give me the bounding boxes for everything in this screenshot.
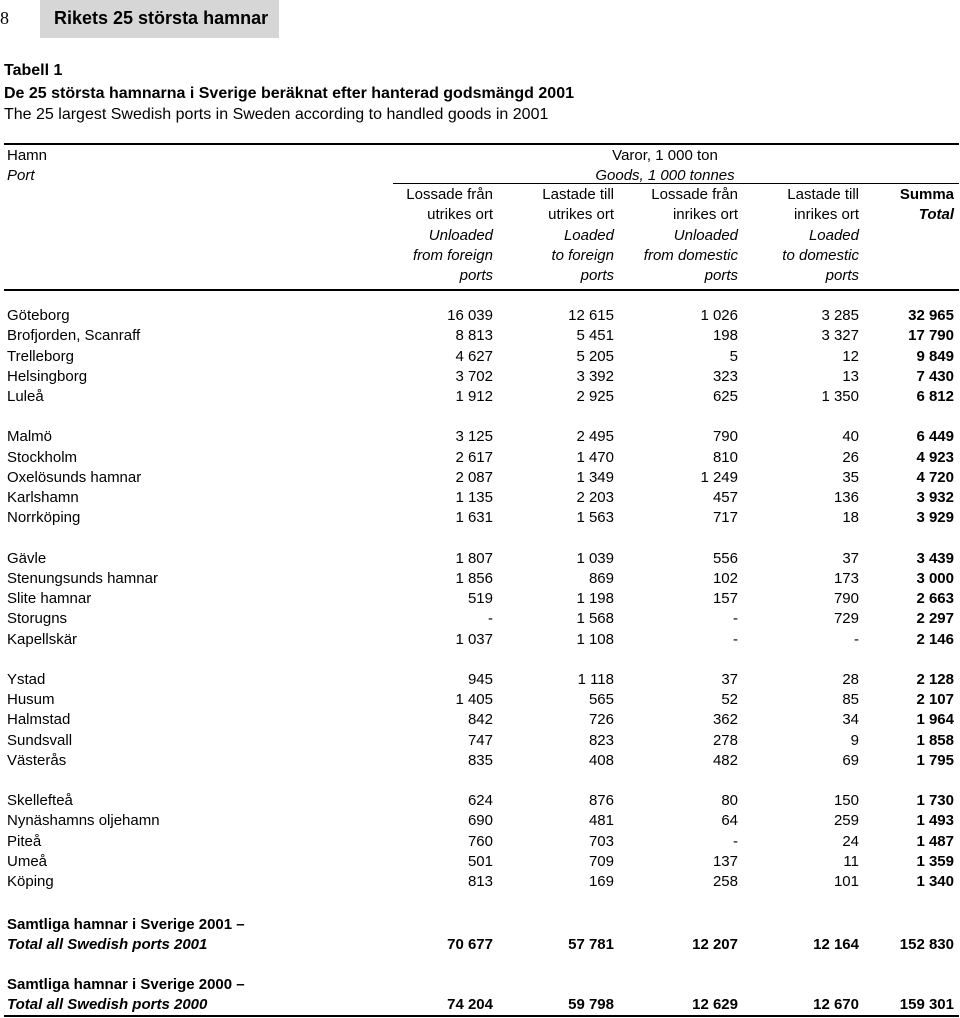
column-header-sv1: Lossade från [406, 186, 493, 203]
value-loaded-domestic: 101 [833, 873, 859, 891]
total-label-en: Total all Swedish ports 2000 [7, 996, 208, 1013]
port-name: Västerås [7, 751, 67, 769]
value-unloaded-domestic: 556 [712, 549, 738, 567]
value-total: 17 790 [908, 327, 954, 345]
value-unloaded-domestic: 258 [712, 873, 738, 891]
value-total: 7 430 [916, 367, 954, 385]
value-unloaded-foreign: 945 [467, 670, 493, 688]
value-loaded-foreign: 1 349 [576, 468, 614, 486]
value-loaded-foreign: 1 563 [576, 509, 614, 527]
value-total: 2 128 [916, 670, 954, 688]
value-unloaded-foreign: 1 405 [455, 691, 493, 709]
value-loaded-foreign: 169 [588, 873, 614, 891]
value-unloaded-domestic: 717 [712, 509, 738, 527]
table-title-english: The 25 largest Swedish ports in Sweden according to handled goods in 2001 [4, 106, 549, 123]
column-header-en1: Unloaded [428, 226, 493, 244]
value-total: 4 923 [916, 448, 954, 466]
value-loaded-foreign: 565 [588, 691, 614, 709]
value-unloaded-foreign: 624 [467, 792, 493, 810]
value-loaded-domestic: 3 285 [821, 307, 859, 324]
value-total: 2 146 [916, 630, 954, 648]
column-header-en2: to domestic [782, 246, 859, 264]
total-value: 74 204 [447, 996, 493, 1013]
value-loaded-foreign: 5 205 [576, 347, 614, 365]
table-row [0, 610, 960, 630]
port-name: Stockholm [7, 448, 78, 466]
value-loaded-foreign: 1 568 [576, 610, 614, 628]
value-loaded-foreign: 481 [588, 812, 614, 830]
table-row [0, 570, 960, 590]
value-loaded-domestic: 3 327 [821, 327, 859, 345]
port-name: Malmö [7, 428, 53, 446]
column-header-en3: ports [704, 267, 738, 285]
value-loaded-foreign: 869 [588, 569, 614, 587]
value-loaded-foreign: 1 039 [576, 549, 614, 567]
column-header-sv2: utrikes ort [427, 206, 493, 224]
total-label-sv: Samtliga hamnar i Sverige 2000 – [7, 976, 245, 993]
port-name: Umeå [7, 852, 48, 870]
table-row [0, 873, 960, 893]
port-name: Helsingborg [7, 367, 88, 385]
value-unloaded-domestic: 362 [712, 711, 738, 729]
value-total: 9 849 [916, 347, 954, 365]
value-loaded-domestic: 12 [842, 347, 859, 365]
value-unloaded-domestic: 5 [729, 347, 738, 365]
value-unloaded-foreign: 1 037 [455, 630, 493, 648]
value-loaded-domestic: 150 [833, 792, 859, 810]
value-unloaded-foreign: 1 807 [455, 549, 493, 567]
table-row [0, 812, 960, 832]
column-header-sv1: Lastade till [787, 186, 859, 203]
value-unloaded-foreign: 842 [467, 711, 493, 729]
value-loaded-domestic: 37 [842, 549, 859, 567]
value-unloaded-domestic: 80 [721, 792, 738, 810]
value-unloaded-domestic: 102 [712, 569, 738, 587]
port-name: Oxelösunds hamnar [7, 468, 142, 486]
value-unloaded-domestic: 64 [721, 812, 738, 830]
value-unloaded-foreign: 519 [467, 590, 493, 608]
port-name: Trelleborg [7, 347, 74, 365]
value-loaded-domestic: 18 [842, 509, 859, 527]
column-header-total [900, 185, 954, 226]
table-row [0, 711, 960, 731]
column-header-sv2: inrikes ort [672, 206, 738, 224]
value-total: 2 107 [916, 691, 954, 709]
value-unloaded-foreign: 760 [467, 832, 493, 850]
port-name: Gävle [7, 549, 47, 567]
table-row [0, 469, 960, 489]
value-loaded-foreign: 5 451 [576, 327, 614, 345]
value-total: 4 720 [916, 468, 954, 486]
value-total: 1 730 [916, 792, 954, 810]
goods-group-header-sv: Varor, 1 000 ton [612, 147, 718, 164]
column-header-en2: from foreign [412, 246, 493, 264]
value-total: 3 000 [916, 569, 954, 587]
table-top-rule [4, 143, 959, 145]
value-total: 1 359 [916, 852, 954, 870]
column-header-en3: ports [459, 267, 493, 285]
port-name: Skellefteå [7, 792, 73, 810]
value-loaded-domestic: 259 [833, 812, 859, 830]
total-label-sv: Samtliga hamnar i Sverige 2001 – [7, 916, 245, 933]
value-loaded-foreign: 12 615 [568, 307, 614, 324]
value-unloaded-domestic: 37 [721, 670, 738, 688]
value-unloaded-foreign: 2 087 [455, 468, 493, 486]
page-number: 8 [0, 8, 9, 28]
value-loaded-domestic: - [854, 630, 859, 648]
value-total: 1 858 [916, 731, 954, 749]
table-title-swedish: De 25 största hamnarna i Sverige beräknat efter hanterad godsmängd 2001 [4, 85, 574, 102]
value-unloaded-domestic: 625 [712, 388, 738, 405]
value-unloaded-foreign: 747 [467, 731, 493, 749]
port-name: Köping [7, 873, 54, 891]
value-unloaded-domestic: 323 [712, 367, 738, 385]
table-row [0, 732, 960, 752]
port-header-sv: Hamn [7, 147, 48, 164]
total-value: 12 207 [692, 936, 738, 953]
value-loaded-domestic: 136 [833, 489, 859, 507]
value-loaded-domestic: 1 350 [821, 388, 859, 405]
value-total: 1 795 [916, 751, 954, 769]
value-total: 1 487 [916, 832, 954, 850]
value-loaded-foreign: 1 470 [576, 448, 614, 466]
total-value: 12 629 [692, 996, 738, 1013]
value-total: 6 449 [916, 428, 954, 446]
table-row [0, 327, 960, 347]
value-unloaded-domestic: 157 [712, 590, 738, 608]
column-header-en3: ports [825, 267, 859, 285]
port-header-en: Port [7, 167, 35, 185]
port-name: Nynäshamns oljehamn [7, 812, 160, 830]
table-row [0, 631, 960, 651]
port-name: Husum [7, 691, 55, 709]
table-row [0, 368, 960, 388]
port-name: Karlshamn [7, 489, 79, 507]
value-loaded-foreign: 726 [588, 711, 614, 729]
header-bottom-rule [4, 289, 959, 291]
table-row [0, 388, 960, 408]
value-total: 3 932 [916, 489, 954, 507]
value-total: 32 965 [908, 307, 954, 324]
value-loaded-domestic: 9 [850, 731, 859, 749]
value-total: 1 964 [916, 711, 954, 729]
column-header-loaded-domestic [782, 185, 859, 286]
value-unloaded-domestic: - [733, 832, 738, 850]
value-total: 1 340 [916, 873, 954, 891]
total-value: 152 830 [899, 936, 954, 953]
value-loaded-domestic: 28 [842, 670, 859, 688]
value-loaded-foreign: 2 925 [576, 388, 614, 405]
value-unloaded-foreign: 3 702 [455, 367, 493, 385]
port-name: Kapellskär [7, 630, 78, 648]
value-unloaded-foreign: 835 [467, 751, 493, 769]
table-row [0, 550, 960, 570]
value-unloaded-domestic: 278 [712, 731, 738, 749]
value-unloaded-domestic: - [733, 630, 738, 648]
value-total: 3 929 [916, 509, 954, 527]
column-header-en3: ports [580, 267, 614, 285]
port-name: Slite hamnar [7, 590, 92, 608]
total-value: 12 164 [813, 936, 859, 953]
value-unloaded-domestic: 198 [712, 327, 738, 345]
column-header-en1: Unloaded [673, 226, 738, 244]
port-name: Norrköping [7, 509, 81, 527]
column-header-en1: Loaded [563, 226, 614, 244]
value-loaded-foreign: 876 [588, 792, 614, 810]
value-unloaded-domestic: 1 249 [700, 468, 738, 486]
column-header-sv1: Lossade från [651, 186, 738, 203]
total-value: 70 677 [447, 936, 493, 953]
value-loaded-foreign: 408 [588, 751, 614, 769]
value-total: 3 439 [916, 549, 954, 567]
value-unloaded-domestic: 1 026 [700, 307, 738, 324]
table-row [0, 691, 960, 711]
value-loaded-domestic: 790 [833, 590, 859, 608]
port-name: Stenungsunds hamnar [7, 569, 158, 587]
total-value: 159 301 [899, 996, 954, 1013]
value-unloaded-foreign: 2 617 [455, 448, 493, 466]
total-row-2000 [0, 976, 960, 1016]
value-unloaded-foreign: 813 [467, 873, 493, 891]
value-total: 2 297 [916, 610, 954, 628]
value-unloaded-foreign: 690 [467, 812, 493, 830]
value-unloaded-domestic: 52 [721, 691, 738, 709]
value-loaded-domestic: 11 [843, 852, 859, 870]
table-label: Tabell 1 [4, 62, 63, 79]
table-row [0, 590, 960, 610]
value-unloaded-foreign: 4 627 [455, 347, 493, 365]
value-loaded-foreign: 3 392 [576, 367, 614, 385]
goods-group-header [570, 146, 760, 187]
total-value: 59 798 [568, 996, 614, 1013]
value-loaded-foreign: 1 118 [577, 670, 614, 688]
table-row [0, 671, 960, 691]
port-name: Brofjorden, Scanraff [7, 327, 141, 345]
column-header-en2: to foreign [551, 246, 614, 264]
value-unloaded-foreign: 1 856 [455, 569, 493, 587]
value-unloaded-domestic: 137 [712, 852, 738, 870]
table-row [0, 752, 960, 772]
value-loaded-domestic: 40 [842, 428, 859, 446]
column-header-total-sv: Summa [899, 186, 954, 203]
table-row [0, 449, 960, 469]
column-header-loaded-foreign [542, 185, 614, 286]
total-value: 57 781 [568, 936, 614, 953]
column-header-sv1: Lastade till [542, 186, 614, 203]
port-name: Ystad [7, 670, 46, 688]
value-loaded-domestic: 24 [842, 832, 859, 850]
value-unloaded-domestic: 790 [712, 428, 738, 446]
value-unloaded-foreign: 1 912 [455, 388, 493, 405]
table-row [0, 853, 960, 873]
value-total: 1 493 [916, 812, 954, 830]
table-row [0, 833, 960, 853]
port-name: Halmstad [7, 711, 71, 729]
value-loaded-foreign: 2 203 [576, 489, 614, 507]
value-loaded-domestic: 34 [842, 711, 859, 729]
value-loaded-foreign: 823 [588, 731, 614, 749]
value-total: 2 663 [916, 590, 954, 608]
value-loaded-domestic: 173 [833, 569, 859, 587]
port-name: Storugns [7, 610, 68, 628]
value-unloaded-domestic: 810 [712, 448, 738, 466]
column-header-en2: from domestic [643, 246, 738, 264]
port-name: Piteå [7, 832, 42, 850]
value-unloaded-foreign: 1 631 [455, 509, 493, 527]
total-value: 12 670 [813, 996, 859, 1013]
column-header-en1: Loaded [808, 226, 859, 244]
value-loaded-domestic: 26 [842, 448, 859, 466]
table-row [0, 792, 960, 812]
section-title: Rikets 25 största hamnar [54, 8, 269, 28]
value-unloaded-foreign: 3 125 [455, 428, 493, 446]
column-header-total-en: Total [918, 206, 954, 224]
value-loaded-foreign: 709 [588, 852, 614, 870]
total-row-2001 [0, 916, 960, 956]
column-header-sv2: inrikes ort [793, 206, 859, 224]
table-row [0, 307, 960, 327]
value-loaded-domestic: 729 [833, 610, 859, 628]
column-header-unloaded-domestic [644, 185, 738, 286]
value-loaded-foreign: 2 495 [576, 428, 614, 446]
value-loaded-foreign: 703 [588, 832, 614, 850]
port-name: Göteborg [7, 307, 70, 324]
value-unloaded-domestic: 482 [712, 751, 738, 769]
goods-group-header-en: Goods, 1 000 tonnes [595, 167, 735, 185]
table-row [0, 428, 960, 448]
value-loaded-domestic: 13 [842, 367, 859, 385]
port-name: Sundsvall [7, 731, 73, 749]
value-loaded-foreign: 1 198 [576, 590, 614, 608]
value-loaded-domestic: 69 [842, 751, 859, 769]
total-label-en: Total all Swedish ports 2001 [7, 936, 208, 953]
value-loaded-foreign: 1 108 [576, 630, 614, 648]
table-row [0, 348, 960, 368]
value-unloaded-foreign: 8 813 [455, 327, 493, 345]
value-loaded-domestic: 35 [842, 468, 859, 486]
table-row [0, 489, 960, 509]
port-name: Luleå [7, 388, 44, 405]
column-header-unloaded-foreign [406, 185, 493, 286]
column-header-sv2: utrikes ort [548, 206, 614, 224]
value-unloaded-foreign: 501 [467, 852, 493, 870]
value-unloaded-domestic: - [733, 610, 738, 628]
table-row [0, 509, 960, 529]
value-unloaded-foreign: - [488, 610, 493, 628]
port-header [7, 146, 47, 187]
value-total: 6 812 [916, 388, 954, 405]
value-unloaded-domestic: 457 [712, 489, 738, 507]
value-unloaded-foreign: 16 039 [447, 307, 493, 324]
value-unloaded-foreign: 1 135 [455, 489, 493, 507]
value-loaded-domestic: 85 [842, 691, 859, 709]
